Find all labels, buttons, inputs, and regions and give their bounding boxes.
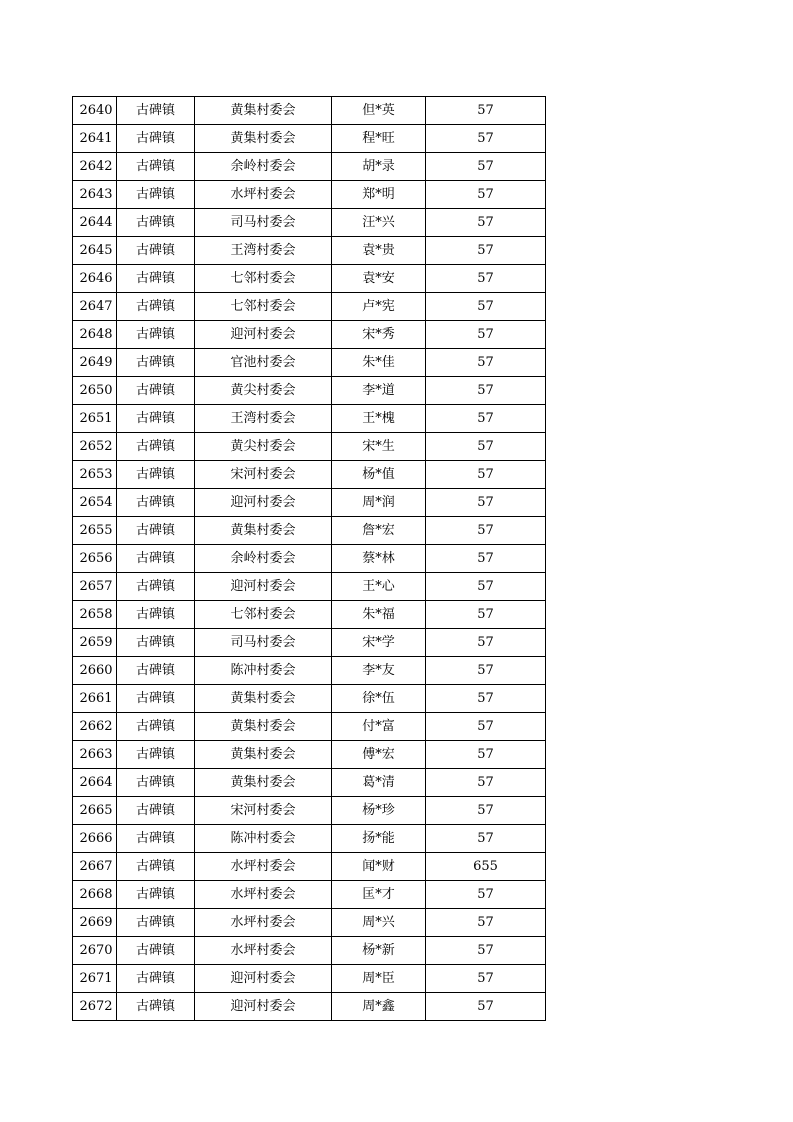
village-committee-cell: 宋河村委会 <box>195 461 332 489</box>
village-committee-cell: 黄集村委会 <box>195 741 332 769</box>
amount-cell: 57 <box>426 405 546 433</box>
amount-cell: 57 <box>426 769 546 797</box>
amount-cell: 57 <box>426 433 546 461</box>
person-name-cell: 宋*秀 <box>332 321 426 349</box>
amount-cell: 57 <box>426 825 546 853</box>
row-number-cell: 2644 <box>73 209 117 237</box>
person-name-cell: 蔡*林 <box>332 545 426 573</box>
town-cell: 古碑镇 <box>117 909 195 937</box>
table-row <box>73 237 546 265</box>
amount-cell: 57 <box>426 657 546 685</box>
row-number-cell: 2650 <box>73 377 117 405</box>
village-committee-cell: 黄集村委会 <box>195 769 332 797</box>
table-row <box>73 657 546 685</box>
row-number-cell: 2645 <box>73 237 117 265</box>
row-number-cell: 2659 <box>73 629 117 657</box>
row-number-cell: 2656 <box>73 545 117 573</box>
town-cell: 古碑镇 <box>117 741 195 769</box>
amount-cell: 57 <box>426 741 546 769</box>
village-committee-cell: 王湾村委会 <box>195 237 332 265</box>
person-name-cell: 程*旺 <box>332 125 426 153</box>
village-committee-cell: 黄集村委会 <box>195 97 332 125</box>
town-cell: 古碑镇 <box>117 517 195 545</box>
row-number-cell: 2646 <box>73 265 117 293</box>
town-cell: 古碑镇 <box>117 433 195 461</box>
village-committee-cell: 余岭村委会 <box>195 153 332 181</box>
village-committee-cell: 黄集村委会 <box>195 685 332 713</box>
row-number-cell: 2642 <box>73 153 117 181</box>
table-row <box>73 265 546 293</box>
village-committee-cell: 迎河村委会 <box>195 573 332 601</box>
village-committee-cell: 迎河村委会 <box>195 965 332 993</box>
person-name-cell: 杨*珍 <box>332 797 426 825</box>
amount-cell: 57 <box>426 209 546 237</box>
amount-cell: 57 <box>426 573 546 601</box>
row-number-cell: 2655 <box>73 517 117 545</box>
town-cell: 古碑镇 <box>117 881 195 909</box>
town-cell: 古碑镇 <box>117 489 195 517</box>
village-committee-cell: 司马村委会 <box>195 209 332 237</box>
table-row <box>73 713 546 741</box>
village-committee-cell: 水坪村委会 <box>195 181 332 209</box>
person-name-cell: 匡*才 <box>332 881 426 909</box>
table-row <box>73 181 546 209</box>
person-name-cell: 杨*值 <box>332 461 426 489</box>
town-cell: 古碑镇 <box>117 629 195 657</box>
person-name-cell: 闻*财 <box>332 853 426 881</box>
person-name-cell: 周*润 <box>332 489 426 517</box>
person-name-cell: 周*臣 <box>332 965 426 993</box>
table-row <box>73 545 546 573</box>
person-name-cell: 杨*新 <box>332 937 426 965</box>
table-row <box>73 489 546 517</box>
table-row <box>73 377 546 405</box>
town-cell: 古碑镇 <box>117 97 195 125</box>
village-committee-cell: 水坪村委会 <box>195 853 332 881</box>
town-cell: 古碑镇 <box>117 321 195 349</box>
town-cell: 古碑镇 <box>117 237 195 265</box>
row-number-cell: 2647 <box>73 293 117 321</box>
town-cell: 古碑镇 <box>117 853 195 881</box>
row-number-cell: 2670 <box>73 937 117 965</box>
row-number-cell: 2663 <box>73 741 117 769</box>
person-name-cell: 李*友 <box>332 657 426 685</box>
person-name-cell: 宋*学 <box>332 629 426 657</box>
row-number-cell: 2654 <box>73 489 117 517</box>
table-row <box>73 405 546 433</box>
village-committee-cell: 水坪村委会 <box>195 937 332 965</box>
table-row <box>73 293 546 321</box>
table-row <box>73 685 546 713</box>
town-cell: 古碑镇 <box>117 797 195 825</box>
town-cell: 古碑镇 <box>117 545 195 573</box>
town-cell: 古碑镇 <box>117 265 195 293</box>
row-number-cell: 2643 <box>73 181 117 209</box>
row-number-cell: 2651 <box>73 405 117 433</box>
town-cell: 古碑镇 <box>117 937 195 965</box>
row-number-cell: 2658 <box>73 601 117 629</box>
amount-cell: 57 <box>426 545 546 573</box>
amount-cell: 57 <box>426 881 546 909</box>
village-committee-cell: 黄集村委会 <box>195 517 332 545</box>
amount-cell: 57 <box>426 489 546 517</box>
row-number-cell: 2668 <box>73 881 117 909</box>
row-number-cell: 2669 <box>73 909 117 937</box>
row-number-cell: 2641 <box>73 125 117 153</box>
village-committee-cell: 官池村委会 <box>195 349 332 377</box>
person-name-cell: 朱*福 <box>332 601 426 629</box>
town-cell: 古碑镇 <box>117 461 195 489</box>
village-committee-cell: 迎河村委会 <box>195 489 332 517</box>
person-name-cell: 袁*安 <box>332 265 426 293</box>
row-number-cell: 2665 <box>73 797 117 825</box>
town-cell: 古碑镇 <box>117 657 195 685</box>
person-name-cell: 扬*能 <box>332 825 426 853</box>
table-row <box>73 741 546 769</box>
village-committee-cell: 迎河村委会 <box>195 993 332 1021</box>
town-cell: 古碑镇 <box>117 293 195 321</box>
table-row <box>73 965 546 993</box>
amount-cell: 655 <box>426 853 546 881</box>
amount-cell: 57 <box>426 181 546 209</box>
amount-cell: 57 <box>426 349 546 377</box>
village-committee-cell: 七邻村委会 <box>195 265 332 293</box>
row-number-cell: 2672 <box>73 993 117 1021</box>
village-committee-cell: 迎河村委会 <box>195 321 332 349</box>
amount-cell: 57 <box>426 125 546 153</box>
row-number-cell: 2657 <box>73 573 117 601</box>
amount-cell: 57 <box>426 97 546 125</box>
person-name-cell: 汪*兴 <box>332 209 426 237</box>
amount-cell: 57 <box>426 153 546 181</box>
village-committee-cell: 陈冲村委会 <box>195 657 332 685</box>
row-number-cell: 2660 <box>73 657 117 685</box>
roster-table <box>72 96 546 1021</box>
amount-cell: 57 <box>426 461 546 489</box>
table-row <box>73 825 546 853</box>
town-cell: 古碑镇 <box>117 685 195 713</box>
amount-cell: 57 <box>426 965 546 993</box>
table-row <box>73 517 546 545</box>
row-number-cell: 2664 <box>73 769 117 797</box>
village-committee-cell: 王湾村委会 <box>195 405 332 433</box>
table-row <box>73 881 546 909</box>
table-row <box>73 797 546 825</box>
person-name-cell: 周*鑫 <box>332 993 426 1021</box>
table-row <box>73 461 546 489</box>
person-name-cell: 朱*佳 <box>332 349 426 377</box>
table-row <box>73 853 546 881</box>
roster-table-body <box>73 97 546 1021</box>
person-name-cell: 付*富 <box>332 713 426 741</box>
person-name-cell: 傅*宏 <box>332 741 426 769</box>
row-number-cell: 2653 <box>73 461 117 489</box>
town-cell: 古碑镇 <box>117 825 195 853</box>
amount-cell: 57 <box>426 293 546 321</box>
table-row <box>73 125 546 153</box>
table-row <box>73 349 546 377</box>
village-committee-cell: 陈冲村委会 <box>195 825 332 853</box>
village-committee-cell: 水坪村委会 <box>195 881 332 909</box>
person-name-cell: 但*英 <box>332 97 426 125</box>
row-number-cell: 2648 <box>73 321 117 349</box>
amount-cell: 57 <box>426 377 546 405</box>
town-cell: 古碑镇 <box>117 377 195 405</box>
amount-cell: 57 <box>426 797 546 825</box>
amount-cell: 57 <box>426 909 546 937</box>
town-cell: 古碑镇 <box>117 349 195 377</box>
person-name-cell: 葛*清 <box>332 769 426 797</box>
person-name-cell: 李*道 <box>332 377 426 405</box>
village-committee-cell: 水坪村委会 <box>195 909 332 937</box>
village-committee-cell: 黄集村委会 <box>195 125 332 153</box>
table-row <box>73 209 546 237</box>
table-row <box>73 321 546 349</box>
row-number-cell: 2666 <box>73 825 117 853</box>
town-cell: 古碑镇 <box>117 713 195 741</box>
amount-cell: 57 <box>426 629 546 657</box>
village-committee-cell: 黄集村委会 <box>195 713 332 741</box>
amount-cell: 57 <box>426 237 546 265</box>
table-row <box>73 993 546 1021</box>
amount-cell: 57 <box>426 265 546 293</box>
person-name-cell: 王*槐 <box>332 405 426 433</box>
town-cell: 古碑镇 <box>117 125 195 153</box>
town-cell: 古碑镇 <box>117 601 195 629</box>
table-row <box>73 153 546 181</box>
table-row <box>73 769 546 797</box>
village-committee-cell: 余岭村委会 <box>195 545 332 573</box>
village-committee-cell: 宋河村委会 <box>195 797 332 825</box>
amount-cell: 57 <box>426 321 546 349</box>
person-name-cell: 袁*贵 <box>332 237 426 265</box>
row-number-cell: 2662 <box>73 713 117 741</box>
row-number-cell: 2667 <box>73 853 117 881</box>
person-name-cell: 王*心 <box>332 573 426 601</box>
town-cell: 古碑镇 <box>117 965 195 993</box>
village-committee-cell: 黄尖村委会 <box>195 377 332 405</box>
person-name-cell: 胡*录 <box>332 153 426 181</box>
table-row <box>73 433 546 461</box>
row-number-cell: 2652 <box>73 433 117 461</box>
table-row <box>73 601 546 629</box>
person-name-cell: 詹*宏 <box>332 517 426 545</box>
town-cell: 古碑镇 <box>117 405 195 433</box>
person-name-cell: 周*兴 <box>332 909 426 937</box>
table-row <box>73 937 546 965</box>
table-row <box>73 629 546 657</box>
amount-cell: 57 <box>426 601 546 629</box>
town-cell: 古碑镇 <box>117 573 195 601</box>
amount-cell: 57 <box>426 685 546 713</box>
amount-cell: 57 <box>426 937 546 965</box>
amount-cell: 57 <box>426 517 546 545</box>
village-committee-cell: 黄尖村委会 <box>195 433 332 461</box>
amount-cell: 57 <box>426 993 546 1021</box>
table-row <box>73 573 546 601</box>
row-number-cell: 2671 <box>73 965 117 993</box>
village-committee-cell: 七邻村委会 <box>195 601 332 629</box>
person-name-cell: 卢*宪 <box>332 293 426 321</box>
village-committee-cell: 七邻村委会 <box>195 293 332 321</box>
town-cell: 古碑镇 <box>117 769 195 797</box>
person-name-cell: 郑*明 <box>332 181 426 209</box>
person-name-cell: 宋*生 <box>332 433 426 461</box>
town-cell: 古碑镇 <box>117 993 195 1021</box>
town-cell: 古碑镇 <box>117 209 195 237</box>
row-number-cell: 2640 <box>73 97 117 125</box>
table-row <box>73 909 546 937</box>
row-number-cell: 2649 <box>73 349 117 377</box>
village-committee-cell: 司马村委会 <box>195 629 332 657</box>
person-name-cell: 徐*伍 <box>332 685 426 713</box>
town-cell: 古碑镇 <box>117 181 195 209</box>
row-number-cell: 2661 <box>73 685 117 713</box>
table-row <box>73 97 546 125</box>
amount-cell: 57 <box>426 713 546 741</box>
town-cell: 古碑镇 <box>117 153 195 181</box>
